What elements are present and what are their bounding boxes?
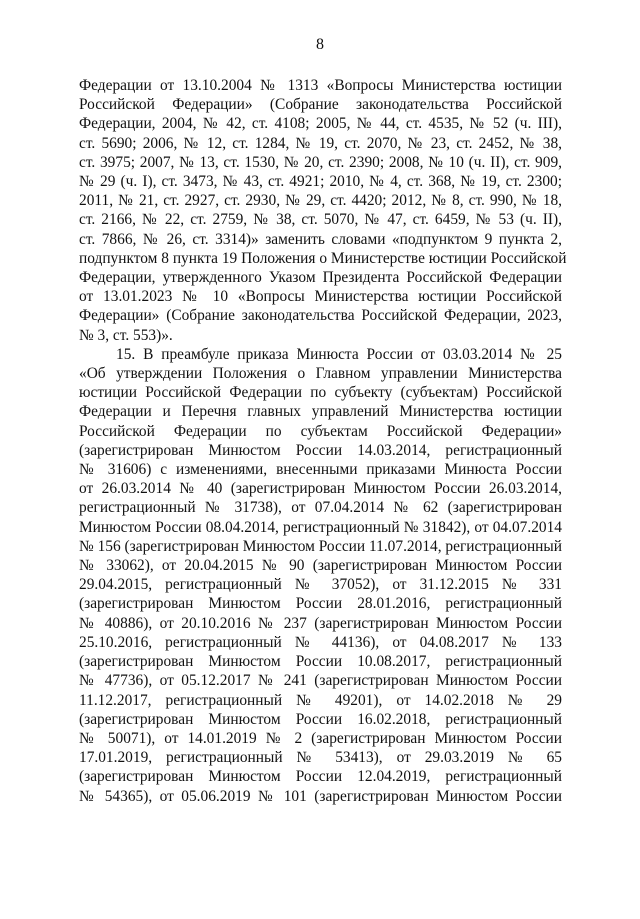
text-line: «Об утверждении Положения о Главном управлении Министерства [79, 365, 562, 383]
text-line: Федерации, 2004, № 42, ст. 4108; 2005, № 44, ст. 4535, № 52 (ч. III), [79, 115, 562, 133]
text-line: Федерации, утвержденного Указом Президента Российской Федерации [79, 269, 562, 287]
text-line: 17.01.2019, регистрационный № 53413), от 29.03.2019 № 65 [79, 749, 562, 767]
text-line: Российской Федерации» (Собрание законодательства Российской [79, 96, 562, 114]
text-line: № 50071), от 14.01.2019 № 2 (зарегистрирован Минюстом России [79, 729, 562, 747]
text-line: ст. 7866, № 26, ст. 3314)» заменить словами «подпунктом 9 пункта 2, [79, 230, 562, 248]
text-line: 29.04.2015, регистрационный № 37052), от 31.12.2015 № 331 [79, 576, 562, 594]
text-line: 11.12.2017, регистрационный № 49201), от 14.02.2018 № 29 [79, 691, 562, 709]
paragraph-continuation [79, 76, 567, 345]
text-line: ст. 2166, № 22, ст. 2759, № 38, ст. 5070, № 47, ст. 6459, № 53 (ч. II), [79, 211, 562, 229]
text-line: 25.10.2016, регистрационный № 44136), от 04.08.2017 № 133 [79, 633, 562, 651]
text-line: подпунктом 8 пункта 19 Положения о Министерстве юстиции Российской [79, 249, 567, 267]
text-line: № 40886), от 20.10.2016 № 237 (зарегистрирован Минюстом России [79, 614, 562, 632]
paragraph-item-15 [79, 345, 562, 806]
text-line: от 13.01.2023 № 10 «Вопросы Министерства юстиции Российской [79, 288, 562, 306]
text-line: № 31606) с изменениями, внесенными приказами Минюста России [79, 461, 562, 479]
text-line: юстиции Российской Федерации по субъекту (субъектам) Российской [79, 384, 562, 402]
text-line: ст. 5690; 2006, № 12, ст. 1284, № 19, ст. 2070, № 23, ст. 2452, № 38, [79, 134, 562, 152]
text-line: № 33062), от 20.04.2015 № 90 (зарегистрирован Минюстом России [79, 557, 562, 575]
text-line: (зарегистрирован Минюстом России 12.04.2019, регистрационный [79, 768, 562, 786]
text-line: № 29 (ч. I), ст. 3473, № 43, ст. 4921; 2010, № 4, ст. 368, № 19, ст. 2300; [79, 173, 562, 191]
text-line: Федерации от 13.10.2004 № 1313 «Вопросы Министерства юстиции [79, 77, 562, 94]
text-line: 2011, № 21, ст. 2927, ст. 2930, № 29, ст. 4420; 2012, № 8, ст. 990, № 18, [79, 192, 562, 210]
text-line: (зарегистрирован Минюстом России 16.02.2018, регистрационный [79, 710, 562, 728]
text-line: Минюстом России 08.04.2014, регистрационный № 31842), от 04.07.2014 [79, 518, 562, 536]
text-line: № 156 (зарегистрирован Минюстом России 11.07.2014, регистрационный [79, 537, 562, 555]
text-line: № 3, ст. 553)». [79, 326, 173, 344]
text-line: Федерации и Перечня главных управлений Министерства юстиции [79, 403, 562, 421]
text-line: регистрационный № 31738), от 07.04.2014 № 62 (зарегистрирован [79, 499, 562, 517]
page-number: 8 [316, 36, 324, 53]
document-body [79, 76, 567, 806]
text-line: (зарегистрирован Минюстом России 10.08.2017, регистрационный [79, 653, 562, 671]
text-line: ст. 3975; 2007, № 13, ст. 1530, № 20, ст. 2390; 2008, № 10 (ч. II), ст. 909, [79, 153, 562, 171]
text-line: № 54365), от 05.06.2019 № 101 (зарегистрирован Минюстом России [79, 787, 562, 805]
text-line: Российской Федерации по субъектам Российской Федерации» [79, 422, 562, 440]
text-line: (зарегистрирован Минюстом России 14.03.2014, регистрационный [79, 441, 562, 459]
text-line: от 26.03.2014 № 40 (зарегистрирован Минюстом России 26.03.2014, [79, 480, 562, 498]
text-line: № 47736), от 05.12.2017 № 241 (зарегистрирован Минюстом России [79, 672, 562, 690]
text-line: 15. В преамбуле приказа Минюста России от 03.03.2014 № 25 [116, 345, 562, 363]
text-line: (зарегистрирован Минюстом России 28.01.2016, регистрационный [79, 595, 562, 613]
text-line: Федерации» (Собрание законодательства Российской Федерации, 2023, [79, 307, 562, 325]
